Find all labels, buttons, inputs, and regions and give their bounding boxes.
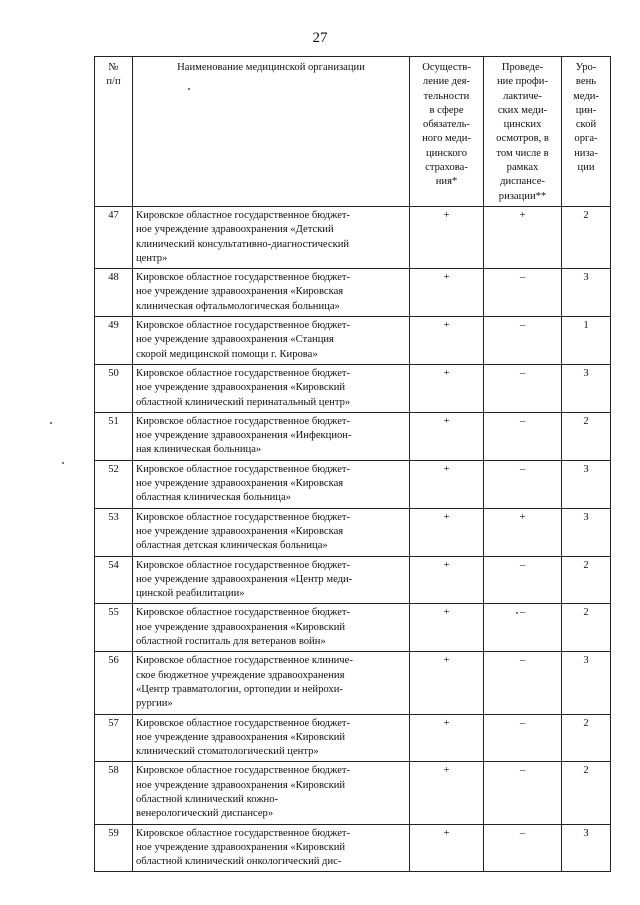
table-row <box>95 556 611 604</box>
header-preventive-exams <box>484 57 562 207</box>
row-number: 50 <box>95 364 133 412</box>
oms-mark: + <box>410 714 484 762</box>
preventive-exams-mark: – <box>484 364 562 412</box>
organization-name: Кировское областное государственное бюджет- ное учреждение здравоохранения «Кировский областной госпиталь для ветеранов войн» <box>133 604 410 652</box>
preventive-exams-mark: – <box>484 269 562 317</box>
preventive-exams-mark: – <box>484 762 562 824</box>
row-number: 57 <box>95 714 133 762</box>
table-row <box>95 604 611 652</box>
medical-organizations-table <box>94 56 611 872</box>
oms-mark: + <box>410 460 484 508</box>
organization-name: Кировское областное государственное бюджет- ное учреждение здравоохранения «Кировский клинический стоматологический центр» <box>133 714 410 762</box>
table-row <box>95 207 611 269</box>
organization-level: 1 <box>562 317 611 365</box>
organization-name: Кировское областное государственное бюджет- ное учреждение здравоохранения «Центр меди- цинской реабилитации» <box>133 556 410 604</box>
organization-name: Кировское областное государственное бюджет- ное учреждение здравоохранения «Кировская областная клиническая больница» <box>133 460 410 508</box>
oms-mark: + <box>410 556 484 604</box>
header-organization-name: Наименование медицинской организации <box>133 57 410 207</box>
organization-level: 3 <box>562 652 611 714</box>
organization-name: Кировское областное государственное бюджет- ное учреждение здравоохранения «Кировский областной клинический перинатальный центр» <box>133 364 410 412</box>
organization-level: 2 <box>562 714 611 762</box>
organization-level: 2 <box>562 207 611 269</box>
page-number: 27 <box>312 30 328 46</box>
organization-name: Кировское областное государственное бюджет- ное учреждение здравоохранения «Кировский областной клинический онкологический дис- <box>133 824 410 872</box>
row-number: 56 <box>95 652 133 714</box>
organization-level: 2 <box>562 604 611 652</box>
table-row <box>95 460 611 508</box>
preventive-exams-mark: – <box>484 412 562 460</box>
header-level-text: Уро- вень меди- цин- ской орга- низа- ции <box>573 62 599 174</box>
oms-mark: + <box>410 652 484 714</box>
table-row <box>95 508 611 556</box>
oms-mark: + <box>410 604 484 652</box>
row-number: 47 <box>95 207 133 269</box>
preventive-exams-mark: – <box>484 824 562 872</box>
header-oms <box>410 57 484 207</box>
organization-name: Кировское областное государственное бюджет- ное учреждение здравоохранения «Кировская областная детская клиническая больница» <box>133 508 410 556</box>
preventive-exams-mark: – <box>484 604 562 652</box>
preventive-exams-mark: – <box>484 317 562 365</box>
organization-name: Кировское областное государственное бюджет- ное учреждение здравоохранения «Кировский областной клинический кожно- венерологический диспансер» <box>133 762 410 824</box>
table-header-row <box>95 57 611 207</box>
preventive-exams-mark: – <box>484 652 562 714</box>
oms-mark: + <box>410 207 484 269</box>
table-row <box>95 652 611 714</box>
organization-name: Кировское областное государственное бюджет- ное учреждение здравоохранения «Детский клинический консультативно-диагностический центр» <box>133 207 410 269</box>
oms-mark: + <box>410 824 484 872</box>
preventive-exams-mark: + <box>484 508 562 556</box>
organization-level: 3 <box>562 460 611 508</box>
organization-level: 3 <box>562 824 611 872</box>
organization-level: 3 <box>562 508 611 556</box>
organization-name: Кировское областное государственное бюджет- ное учреждение здравоохранения «Станция скорой медицинской помощи г. Кирова» <box>133 317 410 365</box>
header-preventive-exams-text: Проведе- ние профи- лактиче- ских меди- цинских осмотров, в том числе в рамках диспансе- ризации** <box>496 62 549 202</box>
table-body <box>95 207 611 872</box>
row-number: 52 <box>95 460 133 508</box>
preventive-exams-mark: – <box>484 556 562 604</box>
organization-level: 3 <box>562 269 611 317</box>
table-row <box>95 824 611 872</box>
row-number: 58 <box>95 762 133 824</box>
organization-name: Кировское областное государственное бюджет- ное учреждение здравоохранения «Инфекцион- ная клиническая больница» <box>133 412 410 460</box>
oms-mark: + <box>410 762 484 824</box>
header-number-text: № п/п <box>106 62 121 88</box>
preventive-exams-mark: + <box>484 207 562 269</box>
oms-mark: + <box>410 269 484 317</box>
organization-level: 3 <box>562 364 611 412</box>
table-row <box>95 364 611 412</box>
preventive-exams-mark: – <box>484 714 562 762</box>
oms-mark: + <box>410 412 484 460</box>
row-number: 54 <box>95 556 133 604</box>
row-number: 49 <box>95 317 133 365</box>
row-number: 51 <box>95 412 133 460</box>
preventive-exams-mark: – <box>484 460 562 508</box>
table-row <box>95 714 611 762</box>
table-row <box>95 269 611 317</box>
header-level <box>562 57 611 207</box>
scan-speck <box>50 422 52 424</box>
oms-mark: + <box>410 317 484 365</box>
row-number: 59 <box>95 824 133 872</box>
header-number <box>95 57 133 207</box>
oms-mark: + <box>410 508 484 556</box>
row-number: 55 <box>95 604 133 652</box>
organization-name: Кировское областное государственное бюджет- ное учреждение здравоохранения «Кировская клиническая офтальмологическая больница» <box>133 269 410 317</box>
scan-speck <box>62 462 64 464</box>
organization-level: 2 <box>562 556 611 604</box>
header-oms-text: Осуществ- ление дея- тельности в сфере обязатель- ного меди- цинского страхова- ния* <box>422 62 471 188</box>
oms-mark: + <box>410 364 484 412</box>
organization-level: 2 <box>562 412 611 460</box>
table-row <box>95 317 611 365</box>
table-row <box>95 412 611 460</box>
organization-name: Кировское областное государственное клиниче- ское бюджетное учреждение здравоохранения «Центр травматологии, ортопедии и нейрохи- рургии» <box>133 652 410 714</box>
table-row <box>95 762 611 824</box>
row-number: 53 <box>95 508 133 556</box>
row-number: 48 <box>95 269 133 317</box>
organization-level: 2 <box>562 762 611 824</box>
